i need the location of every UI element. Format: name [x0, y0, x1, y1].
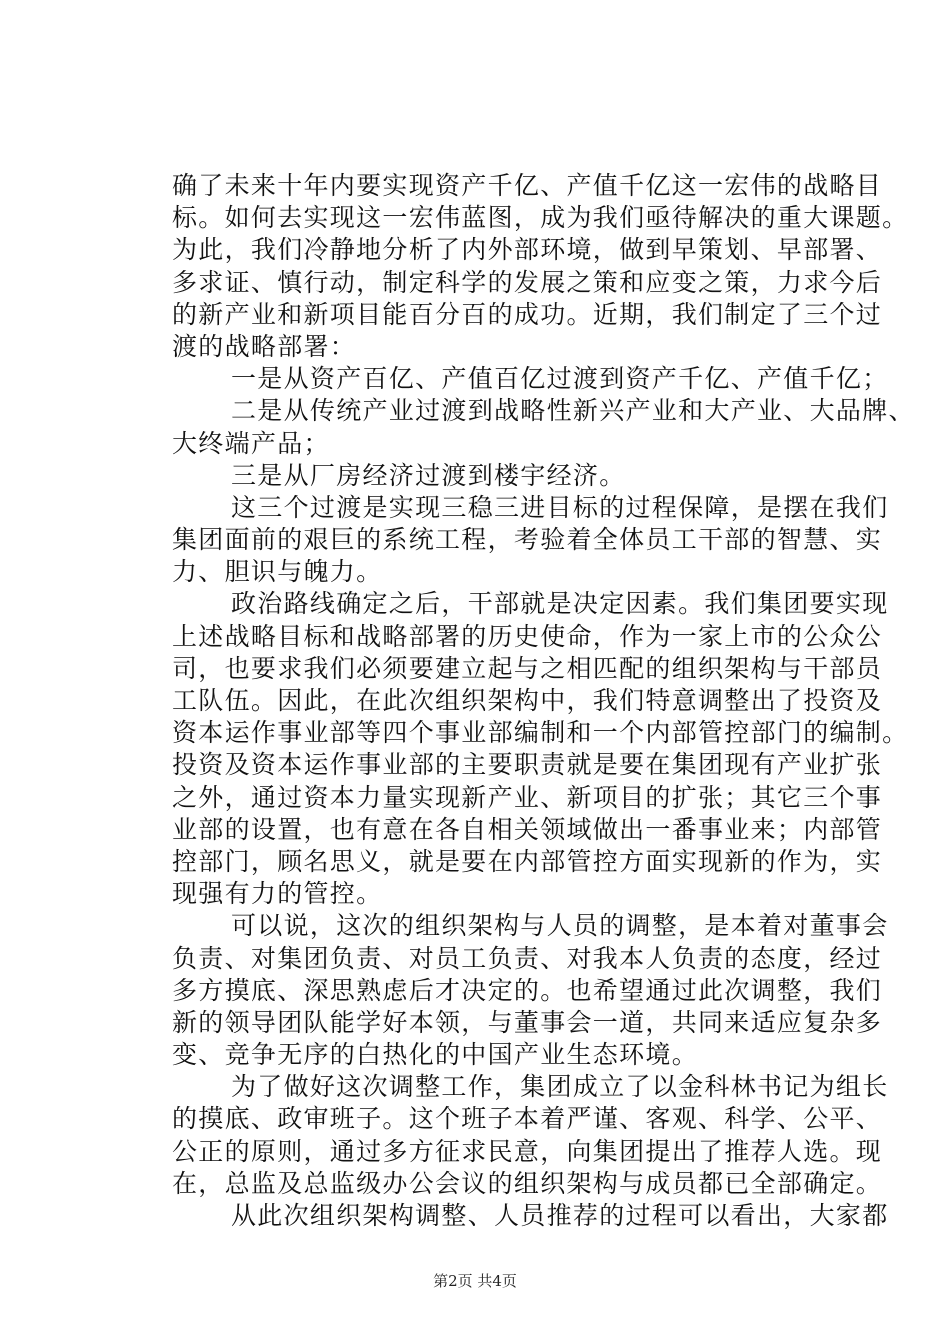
document-body [172, 170, 915, 1232]
text-line: 多方摸底、深思熟虑后才决定的。也希望通过此次调整，我们 [172, 975, 883, 1005]
text-line: 公正的原则，通过多方征求民意，向集团提出了推荐人选。现 [172, 1136, 883, 1166]
text-line: 现强有力的管控。 [172, 879, 383, 909]
text-line: 渡的战略部署： [172, 331, 357, 361]
text-line: 投资及资本运作事业部的主要职责就是要在集团现有产业扩张 [172, 750, 883, 780]
text-line: 之外，通过资本力量实现新产业、新项目的扩张；其它三个事 [172, 782, 883, 812]
text-line: 新的领导团队能学好本领，与董事会一道，共同来适应复杂多 [172, 1007, 883, 1037]
text-line: 司，也要求我们必须要建立起与之相匹配的组织架构与干部员 [172, 653, 883, 683]
text-line: 这三个过渡是实现三稳三进目标的过程保障，是摆在我们 [231, 492, 889, 522]
text-line: 标。如何去实现这一宏伟蓝图，成为我们亟待解决的重大课题。 [172, 203, 909, 233]
text-line: 确了未来十年内要实现资产千亿、产值千亿这一宏伟的战略目 [172, 171, 883, 200]
text-line: 二是从传统产业过渡到战略性新兴产业和大产业、大品牌、 [231, 396, 915, 426]
text-line: 一是从资产百亿、产值百亿过渡到资产千亿、产值千亿； [231, 364, 889, 394]
text-line: 的新产业和新项目能百分百的成功。近期，我们制定了三个过 [172, 299, 883, 329]
text-line: 工队伍。因此，在此次组织架构中，我们特意调整出了投资及 [172, 686, 883, 715]
text-line: 三是从厂房经济过渡到楼宇经济。 [231, 460, 626, 490]
text-line: 可以说，这次的组织架构与人员的调整，是本着对董事会 [231, 911, 889, 941]
text-line: 负责、对集团负责、对员工负责、对我本人负责的态度，经过 [172, 943, 883, 973]
text-line: 力、胆识与魄力。 [172, 557, 383, 587]
page-number-footer: 第2页 共4页 [433, 1272, 517, 1290]
text-line: 集团面前的艰巨的系统工程，考验着全体员工干部的智慧、实 [172, 525, 883, 555]
text-line: 上述战略目标和战略部署的历史使命，作为一家上市的公众公 [172, 621, 883, 651]
text-line: 在，总监及总监级办公会议的组织架构与成员都已全部确定。 [172, 1168, 883, 1198]
text-line: 多求证、慎行动，制定科学的发展之策和应变之策，力求今后 [172, 267, 883, 297]
text-line: 为此，我们冷静地分析了内外部环境，做到早策划、早部署、 [172, 235, 883, 265]
text-line: 从此次组织架构调整、人员推荐的过程可以看出，大家都 [231, 1201, 889, 1230]
text-line: 资本运作事业部等四个事业部编制和一个内部管控部门的编制。 [172, 718, 909, 748]
text-line: 的摸底、政审班子。这个班子本着严谨、客观、科学、公平、 [172, 1104, 883, 1134]
text-line: 业部的设置，也有意在各自相关领域做出一番事业来；内部管 [172, 814, 883, 844]
text-line: 变、竞争无序的白热化的中国产业生态环境。 [172, 1040, 699, 1070]
text-line: 控部门，顾名思义，就是要在内部管控方面实现新的作为，实 [172, 846, 883, 876]
text-line: 大终端产品； [172, 428, 330, 458]
text-line: 政治路线确定之后，干部就是决定因素。我们集团要实现 [231, 589, 889, 619]
text-line: 为了做好这次调整工作，集团成立了以金科林书记为组长 [231, 1072, 889, 1102]
